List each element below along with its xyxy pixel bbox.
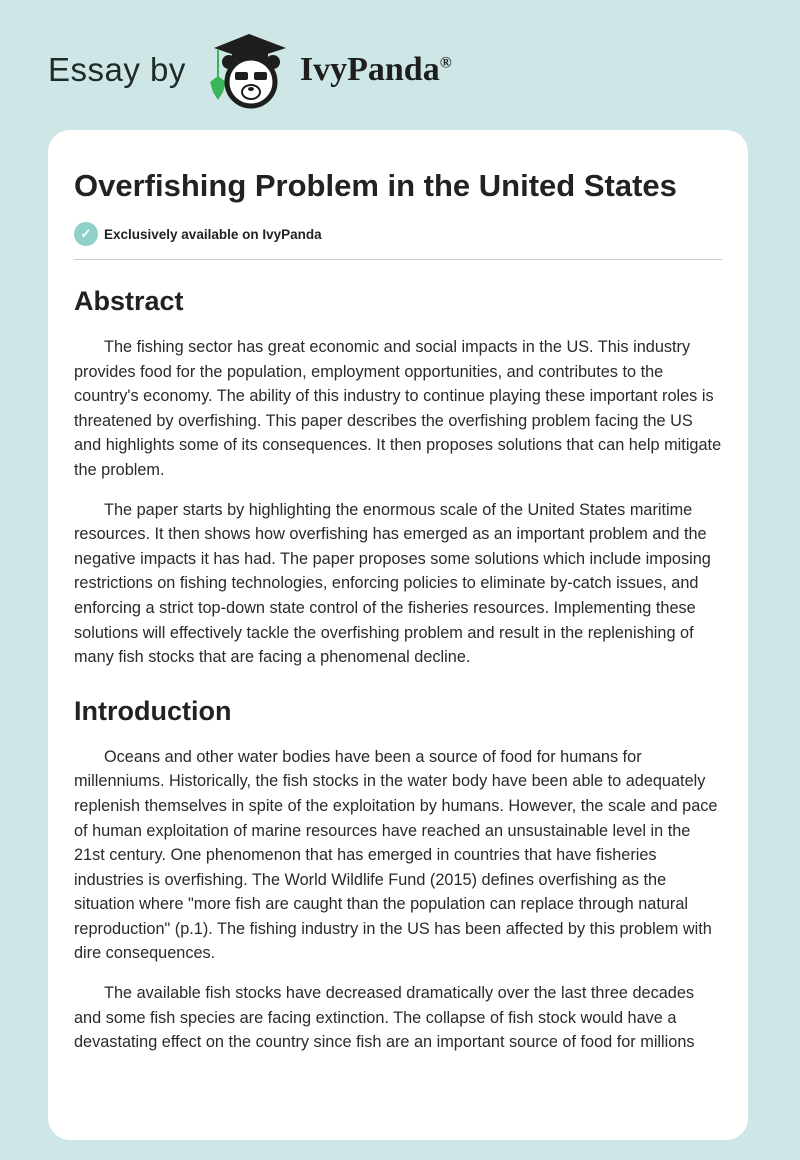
page-title: Overfishing Problem in the United States bbox=[74, 168, 677, 203]
brand-text: IvyPanda bbox=[299, 51, 440, 88]
paragraph: Oceans and other water bodies have been a source of food for humans for millenniums. Historically, the fish stocks in the water body have been able to adequately replenish themselves in spite of the exploitation by humans. However, the scale and pace of human exploitation of marine resources have reached an unsustainable level in the 21st century. One phenomenon that has emerged in countries that have fisheries industries is overfishing. The World Wildlife Fund (2015) defines overfishing as the situation where "more fish are caught than the population can replace through natural reproduction" (p.1). The fishing industry in the US has been affected by this problem with dire consequences. bbox=[74, 747, 718, 963]
paragraph: The fishing sector has great economic and social impacts in the US. This industry provides food for the population, employment opportunities, and contributes to the country's economy. The ability of this industry to continue playing these important roles is threatened by overfishing. This paper describes the overfishing problem facing the US and highlights some of its consequences. It then proposes solutions that can help mitigate the problem. bbox=[74, 338, 722, 479]
exclusive-badge-label: Exclusively available on IvyPanda bbox=[104, 226, 322, 242]
site-header bbox=[48, 30, 452, 110]
essay-by-label: Essay by bbox=[48, 51, 186, 88]
ivypanda-logo-icon bbox=[204, 30, 294, 110]
paragraph: The available fish stocks have decreased dramatically over the last three decades and some fish species are facing extinction. The collapse of fish stock would have a devastating effect on the country since fish are an important source of food for millions bbox=[74, 984, 695, 1052]
essay-card bbox=[48, 130, 748, 1140]
paragraph: The paper starts by highlighting the enormous scale of the United States maritime resources. It then shows how overfishing has emerged as an important problem and the negative impacts it has had. The paper proposes some solutions which include imposing restrictions on fishing technologies, enforcing policies to eliminate by-catch issues, and enforcing a strict top-down state control of the fisheries resources. Implementing these solutions will effectively tackle the overfishing problem and result in the replenishing of many fish stocks that are facing a phenomenal decline. bbox=[74, 500, 711, 667]
section-heading-abstract: Abstract bbox=[74, 286, 184, 316]
exclusive-badge bbox=[74, 222, 722, 246]
check-icon: ✓ bbox=[74, 222, 98, 246]
divider bbox=[74, 259, 722, 260]
brand-name bbox=[300, 51, 452, 89]
registered-mark: ® bbox=[439, 54, 452, 72]
section-heading-introduction: Introduction bbox=[74, 695, 232, 726]
